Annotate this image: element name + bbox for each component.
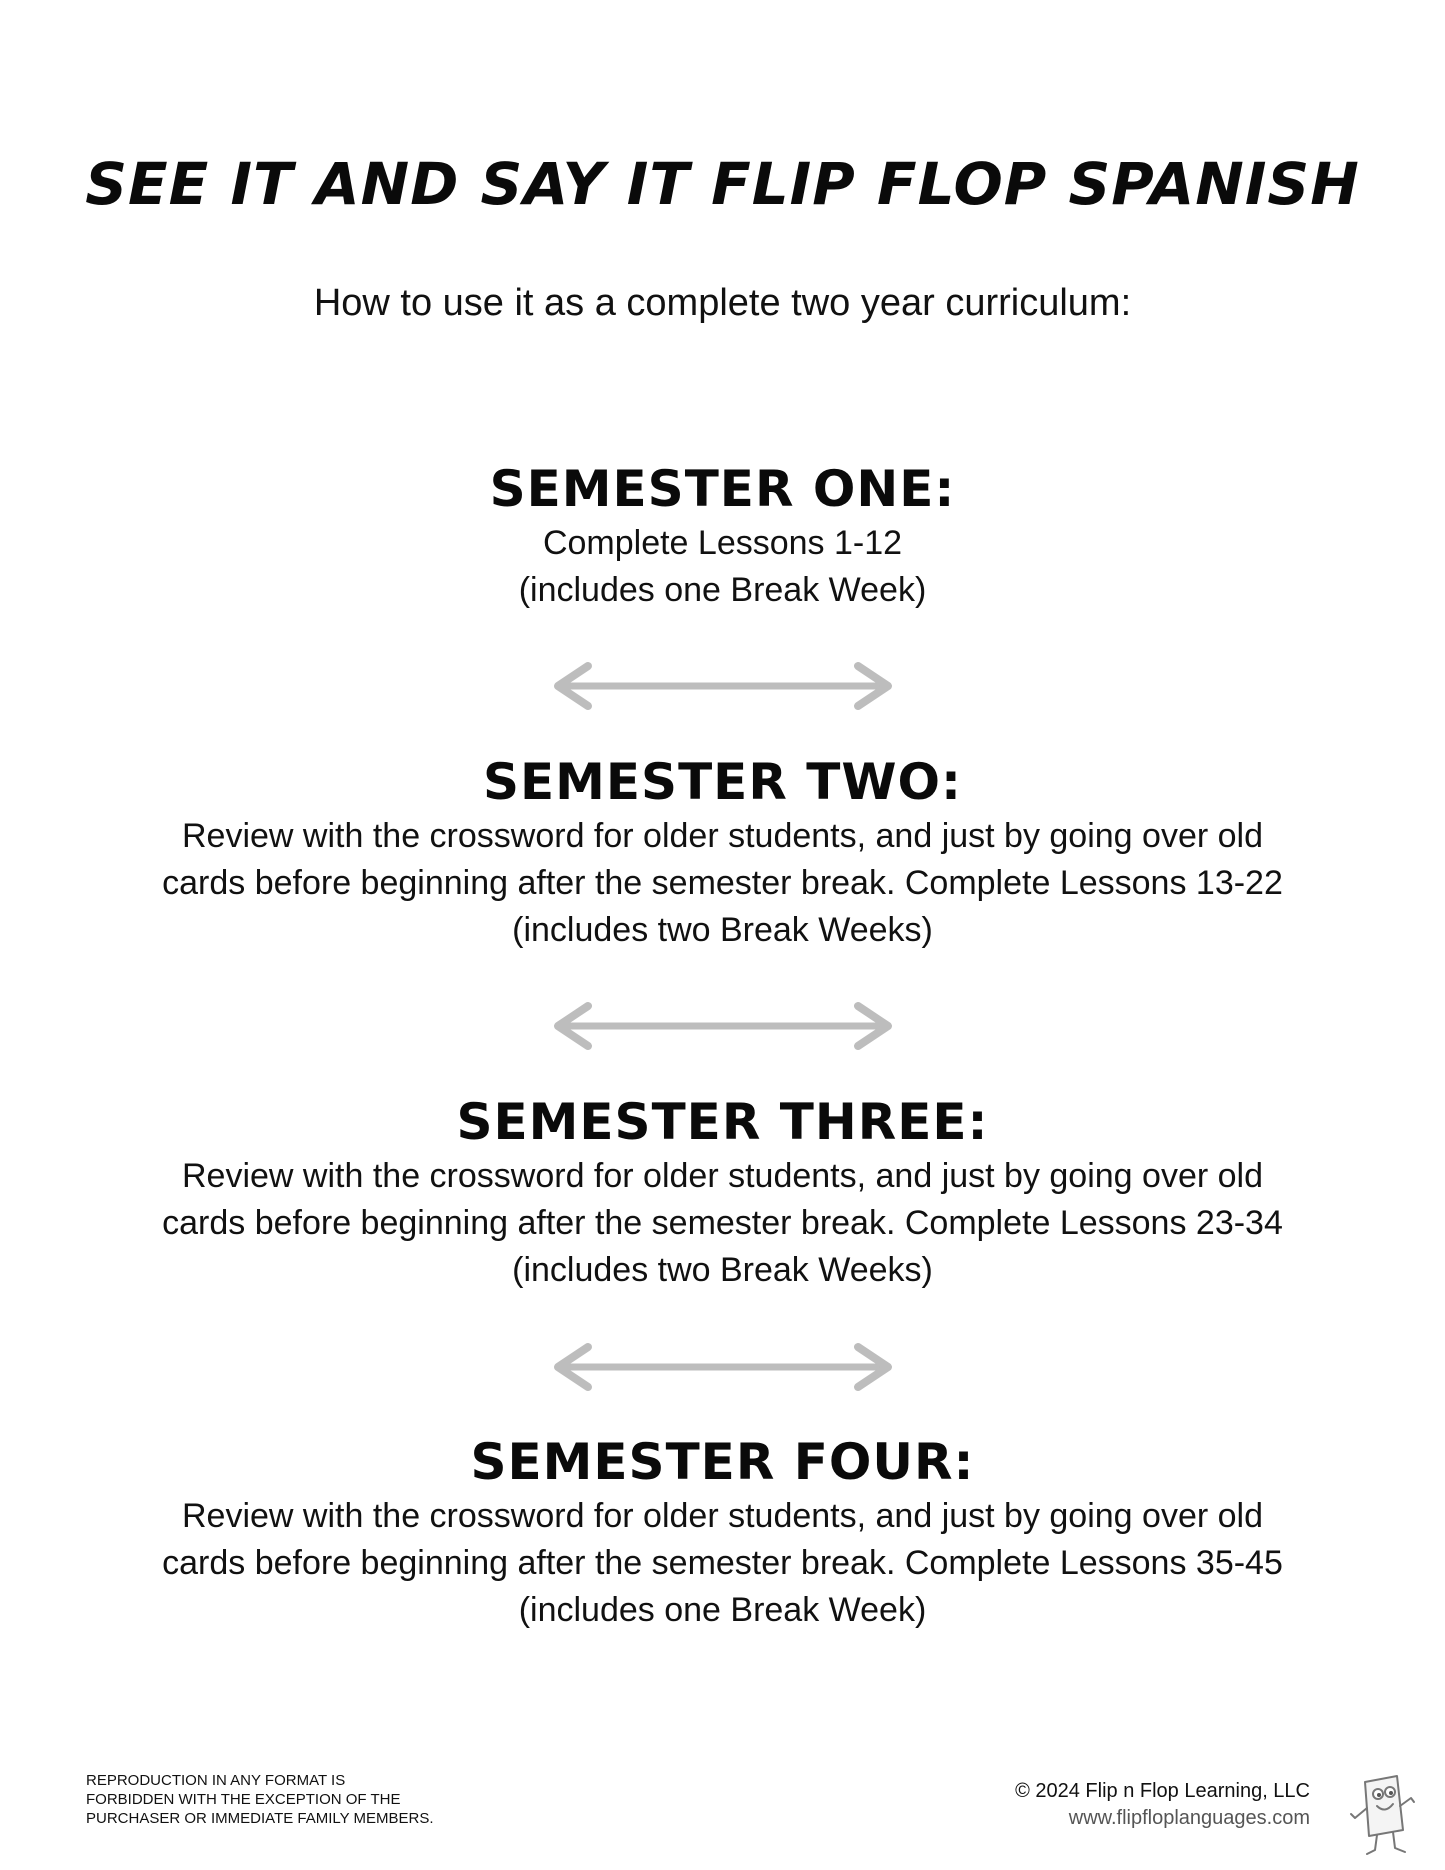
copyright-text: © 2024 Flip n Flop Learning, LLC xyxy=(1015,1780,1310,1802)
semester-two-line: Review with the crossword for older students, and just by going over old xyxy=(182,817,1263,855)
semester-three-text xyxy=(123,1153,1323,1294)
notice-line: PURCHASER OR IMMEDIATE FAMILY MEMBERS. xyxy=(86,1810,434,1827)
semester-one-section xyxy=(0,458,1445,614)
semester-one-line: (includes one Break Week) xyxy=(518,571,927,609)
double-arrow-icon xyxy=(548,1000,898,1052)
double-arrow-icon xyxy=(548,660,898,712)
semester-four-line: Review with the crossword for older students, and just by going over old xyxy=(182,1497,1263,1535)
page-subtitle: How to use it as a complete two year curriculum: xyxy=(313,282,1132,324)
reproduction-notice xyxy=(86,1771,434,1828)
semester-two-heading: SEMESTER TWO: xyxy=(482,753,962,811)
double-arrow-icon xyxy=(548,1341,898,1393)
footer-credits xyxy=(1015,1778,1310,1832)
semester-two-line: cards before beginning after the semester break. Complete Lessons 13-22 xyxy=(162,864,1283,902)
semester-four-line: cards before beginning after the semester break. Complete Lessons 35-45 xyxy=(162,1544,1283,1582)
semester-one-heading: SEMESTER ONE: xyxy=(489,460,956,518)
semester-one-line: Complete Lessons 1-12 xyxy=(542,524,903,562)
semester-four-line: (includes one Break Week) xyxy=(518,1591,927,1629)
flip-flop-mascot-icon xyxy=(1347,1768,1417,1860)
semester-four-section xyxy=(0,1431,1445,1634)
semester-three-line: (includes two Break Weeks) xyxy=(512,1251,933,1289)
semester-one-text xyxy=(0,520,1445,614)
semester-two-line: (includes two Break Weeks) xyxy=(512,911,933,949)
semester-two-text xyxy=(123,813,1323,954)
semester-three-line: cards before beginning after the semester break. Complete Lessons 23-34 xyxy=(162,1204,1283,1242)
semester-three-heading: SEMESTER THREE: xyxy=(456,1093,989,1151)
semester-four-text xyxy=(123,1493,1323,1634)
semester-three-line: Review with the crossword for older students, and just by going over old xyxy=(182,1157,1263,1195)
semester-four-heading: SEMESTER FOUR: xyxy=(470,1433,975,1491)
website-link[interactable]: www.flipfloplanguages.com xyxy=(1068,1807,1310,1829)
notice-line: FORBIDDEN WITH THE EXCEPTION OF THE xyxy=(86,1791,401,1808)
semester-two-section xyxy=(0,751,1445,954)
notice-line: REPRODUCTION IN ANY FORMAT IS xyxy=(86,1772,346,1789)
semester-three-section xyxy=(0,1091,1445,1294)
page-title: SEE IT AND SAY IT FLIP FLOP SPANISH xyxy=(85,150,1360,218)
